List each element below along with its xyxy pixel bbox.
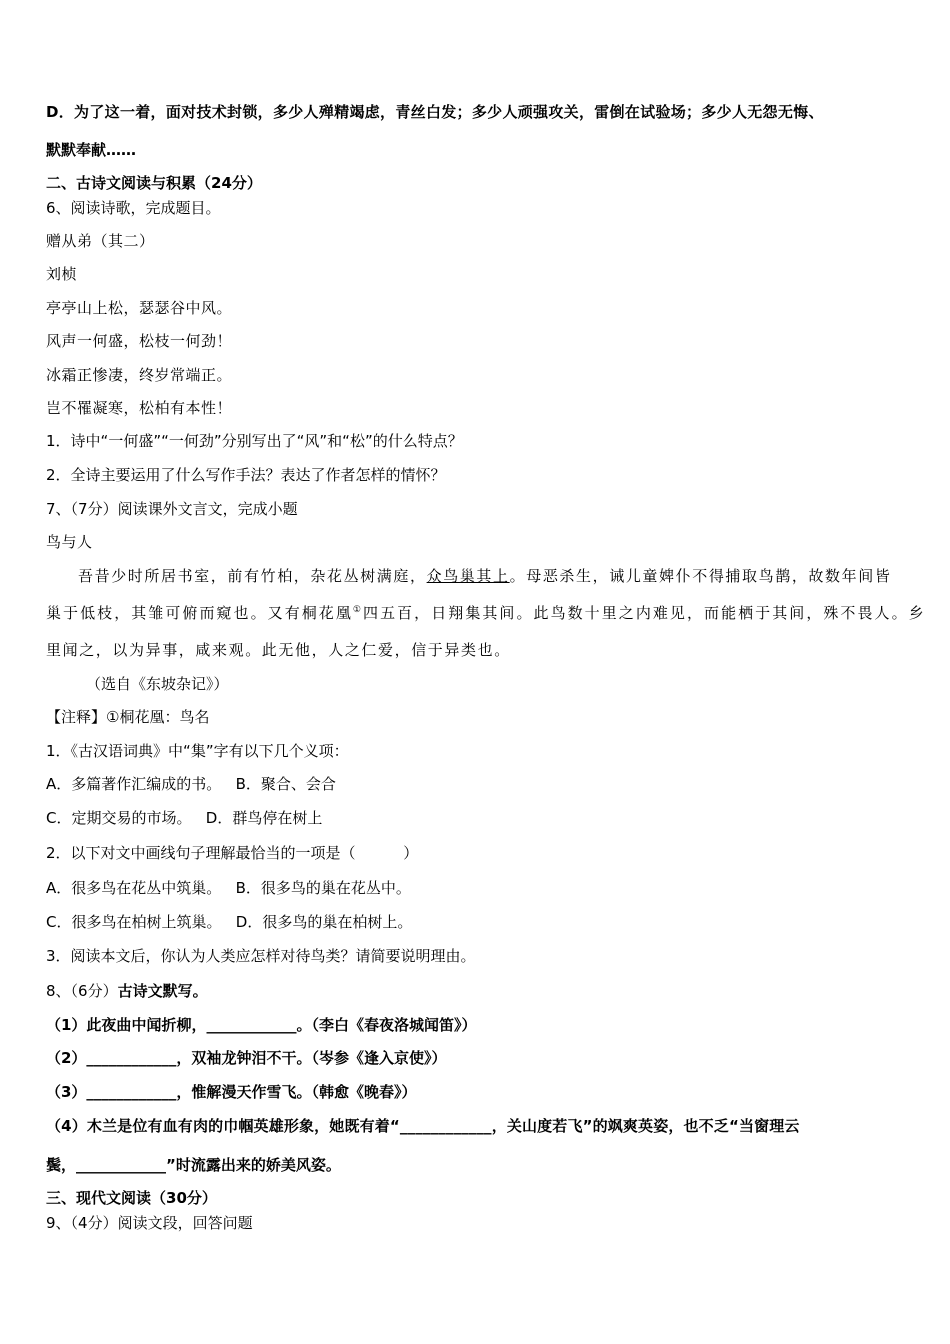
passage-source: （选自《东坡杂记》） bbox=[86, 675, 229, 693]
passage-text: 巢于低枝，其雏可俯而窥也。又有桐花凰 bbox=[46, 604, 353, 622]
q6-question-1: 1．诗中“一何盛”“一何劲”分别写出了“风”和“松”的什么特点？ bbox=[46, 432, 463, 450]
q6-question-2: 2．全诗主要运用了什么写作手法？表达了作者怎样的情怀？ bbox=[46, 466, 446, 484]
poem-title: 赠从弟（其二） bbox=[46, 232, 155, 250]
q7-sub-2-options-ab: A．很多鸟在花丛中筑巢。 B．很多鸟的巢在花丛中。 bbox=[46, 879, 411, 897]
option-d-line-1: D．为了这一着，面对技术封锁，多少人殚精竭虑，青丝白发；多少人顽强攻关，雷倒在试验场；多少人无怨无悔、 bbox=[46, 103, 824, 121]
q6-prompt: 6、阅读诗歌，完成题目。 bbox=[46, 199, 221, 217]
passage-text: 吾昔少时所居书室，前有竹柏，杂花丛树满庭， bbox=[78, 567, 427, 585]
passage-title: 鸟与人 bbox=[46, 533, 93, 551]
poem-line: 岂不罹凝寒，松柏有本性！ bbox=[46, 399, 233, 417]
q8-item-3: （3）____________，惟解漫天作雪飞。（韩愈《晚春》） bbox=[46, 1083, 417, 1101]
q8-prompt-text: 古诗文默写。 bbox=[117, 982, 208, 1000]
poem-line: 风声一何盛，松枝一何劲！ bbox=[46, 332, 233, 350]
q8-prompt bbox=[46, 981, 208, 1001]
q7-sub-3: 3．阅读本文后，你认为人类应怎样对待鸟类？请简要说明理由。 bbox=[46, 947, 476, 965]
poem-author: 刘桢 bbox=[46, 265, 78, 283]
section-3-heading: 三、现代文阅读（30分） bbox=[46, 1189, 217, 1207]
option-d-line-2: 默默奉献…… bbox=[46, 141, 137, 159]
q7-sub-2-options-cd: C．很多鸟在柏树上筑巢。 D．很多鸟的巢在柏树上。 bbox=[46, 913, 413, 931]
q7-sub-2: 2．以下对文中画线句子理解最恰当的一项是（ ） bbox=[46, 844, 419, 862]
section-2-heading: 二、古诗文阅读与积累（24分） bbox=[46, 174, 262, 192]
q7-sub-1: 1．《古汉语词典》中“集”字有以下几个义项： bbox=[46, 742, 349, 760]
q7-sub-1-options-ab: A．多篇著作汇编成的书。 B．聚合、会合 bbox=[46, 775, 336, 793]
q8-item-1: （1）此夜曲中闻折柳，____________。（李白《春夜洛城闻笛》） bbox=[46, 1016, 477, 1034]
q8-prompt-number: 8、（6分） bbox=[46, 982, 118, 1000]
q9-prompt: 9、（4分）阅读文段，回答问题 bbox=[46, 1214, 253, 1232]
passage-text: 。母恶杀生，诫儿童婢仆不得捕取鸟鹊，故数年间皆 bbox=[509, 567, 892, 585]
footnote-marker: ① bbox=[352, 605, 364, 615]
passage-line-3: 里闻之，以为异事，咸来观。此无他，人之仁爱，信于异类也。 bbox=[46, 641, 511, 659]
passage-line-1 bbox=[78, 566, 891, 586]
q8-item-4-line-2: 鬓，____________”时流露出来的娇美风姿。 bbox=[46, 1156, 341, 1174]
passage-text: 四五百，日翔集其间。此鸟数十里之内难见，而能栖于其间，殊不畏人。乡 bbox=[363, 604, 926, 622]
q8-item-2: （2）____________，双袖龙钟泪不干。（岑参《逢入京使》） bbox=[46, 1049, 447, 1067]
q7-sub-1-options-cd: C．定期交易的市场。 D．群鸟停在树上 bbox=[46, 809, 323, 827]
poem-line: 亭亭山上松，瑟瑟谷中风。 bbox=[46, 299, 233, 317]
underlined-sentence: 众鸟巢其上 bbox=[426, 567, 510, 585]
passage-note: 【注释】①桐花凰：鸟名 bbox=[46, 708, 210, 726]
q8-item-4-line-1: （4）木兰是位有血有肉的巾帼英雄形象，她既有着“____________，关山度若飞”的飒爽英姿，也不乏“当窗理云 bbox=[46, 1117, 800, 1135]
q7-prompt: 7、（7分）阅读课外文言文，完成小题 bbox=[46, 500, 298, 518]
passage-line-2 bbox=[46, 603, 926, 623]
poem-line: 冰霜正惨凄，终岁常端正。 bbox=[46, 366, 233, 384]
